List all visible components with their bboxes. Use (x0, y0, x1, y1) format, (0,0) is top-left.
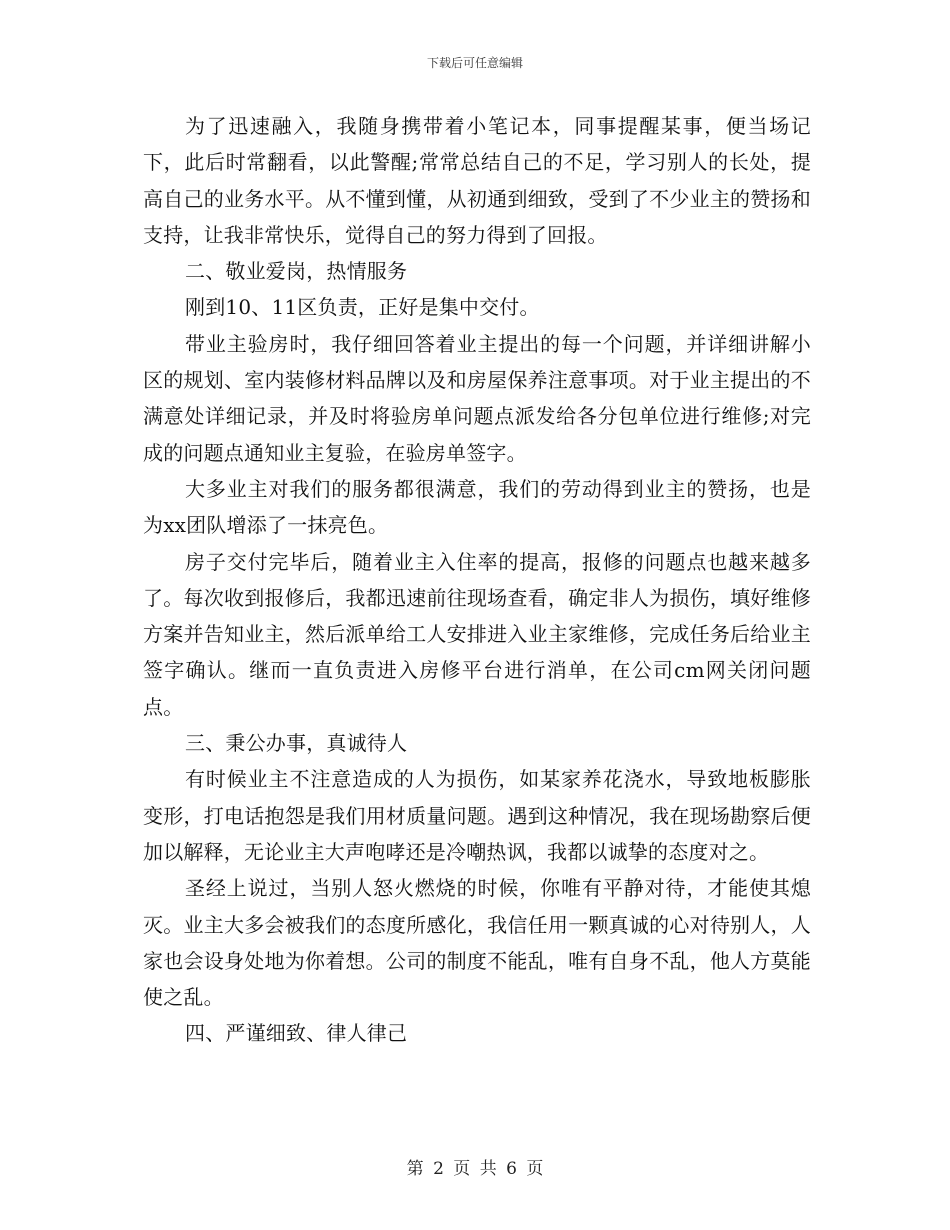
document-body (143, 108, 811, 1052)
section-heading-4: 四、严谨细致、律人律己 (185, 1021, 408, 1046)
paragraph-notebook: 为了迅速融入，我随身携带着小笔记本，同事提醒某事，便当场记下，此后时常翻看，以此警醒;常常总结自己的不足，学习别人的长处，提高自己的业务水平。从不懂到懂，从初通到细致，受到了不少业主的赞扬和支持，让我非常快乐，觉得自己的努力得到了回报。 (143, 114, 811, 247)
section-heading-2: 二、敬业爱岗，热情服务 (185, 259, 408, 284)
paragraph-inspection: 带业主验房时，我仔细回答着业主提出的每一个问题，并详细讲解小区的规划、室内装修材料品牌以及和房屋保养注意事项。对于业主提出的不满意处详细记录，并及时将验房单问题点派发给各分包单位进行维修;对完成的问题点通知业主复验，在验房单签字。 (143, 331, 811, 465)
paragraph-repairs: 房子交付完毕后，随着业主入住率的提高，报修的问题点也越来越多了。每次收到报修后，我都迅速前往现场查看，确定非人为损伤，填好维修方案并告知业主，然后派单给工人安排进入业主家维修，完成任务后给业主签字确认。继而一直负责进入房修平台进行消单，在公司cm网关闭问题点。 (143, 549, 811, 719)
paragraph-calm-attitude: 圣经上说过，当别人怒火燃烧的时候，你唯有平静对待，才能使其熄灭。业主大多会被我们的态度所感化，我信任用一颗真诚的心对待别人，人家也会设身处地为你着想。公司的制度不能乱，唯有自身不乱，他人方莫能使之乱。 (143, 876, 811, 1010)
page-number: 第 2 页 共 6 页 (406, 1159, 544, 1179)
paragraph-area-assignment: 刚到10、11区负责，正好是集中交付。 (185, 295, 540, 320)
page-header-note: 下载后可任意编辑 (426, 56, 523, 70)
paragraph-damage-case: 有时候业主不注意造成的人为损伤，如某家养花浇水，导致地板膨胀变形，打电话抱怨是我们用材质量问题。遇到这种情况，我在现场勘察后便加以解释，无论业主大声咆哮还是冷嘲热讽，我都以诚挚的态度对之。 (143, 767, 811, 864)
section-heading-3: 三、秉公办事，真诚待人 (185, 731, 408, 756)
paragraph-satisfaction: 大多业主对我们的服务都很满意，我们的劳动得到业主的赞扬，也是为xx团队增添了一抹亮色。 (143, 476, 811, 538)
